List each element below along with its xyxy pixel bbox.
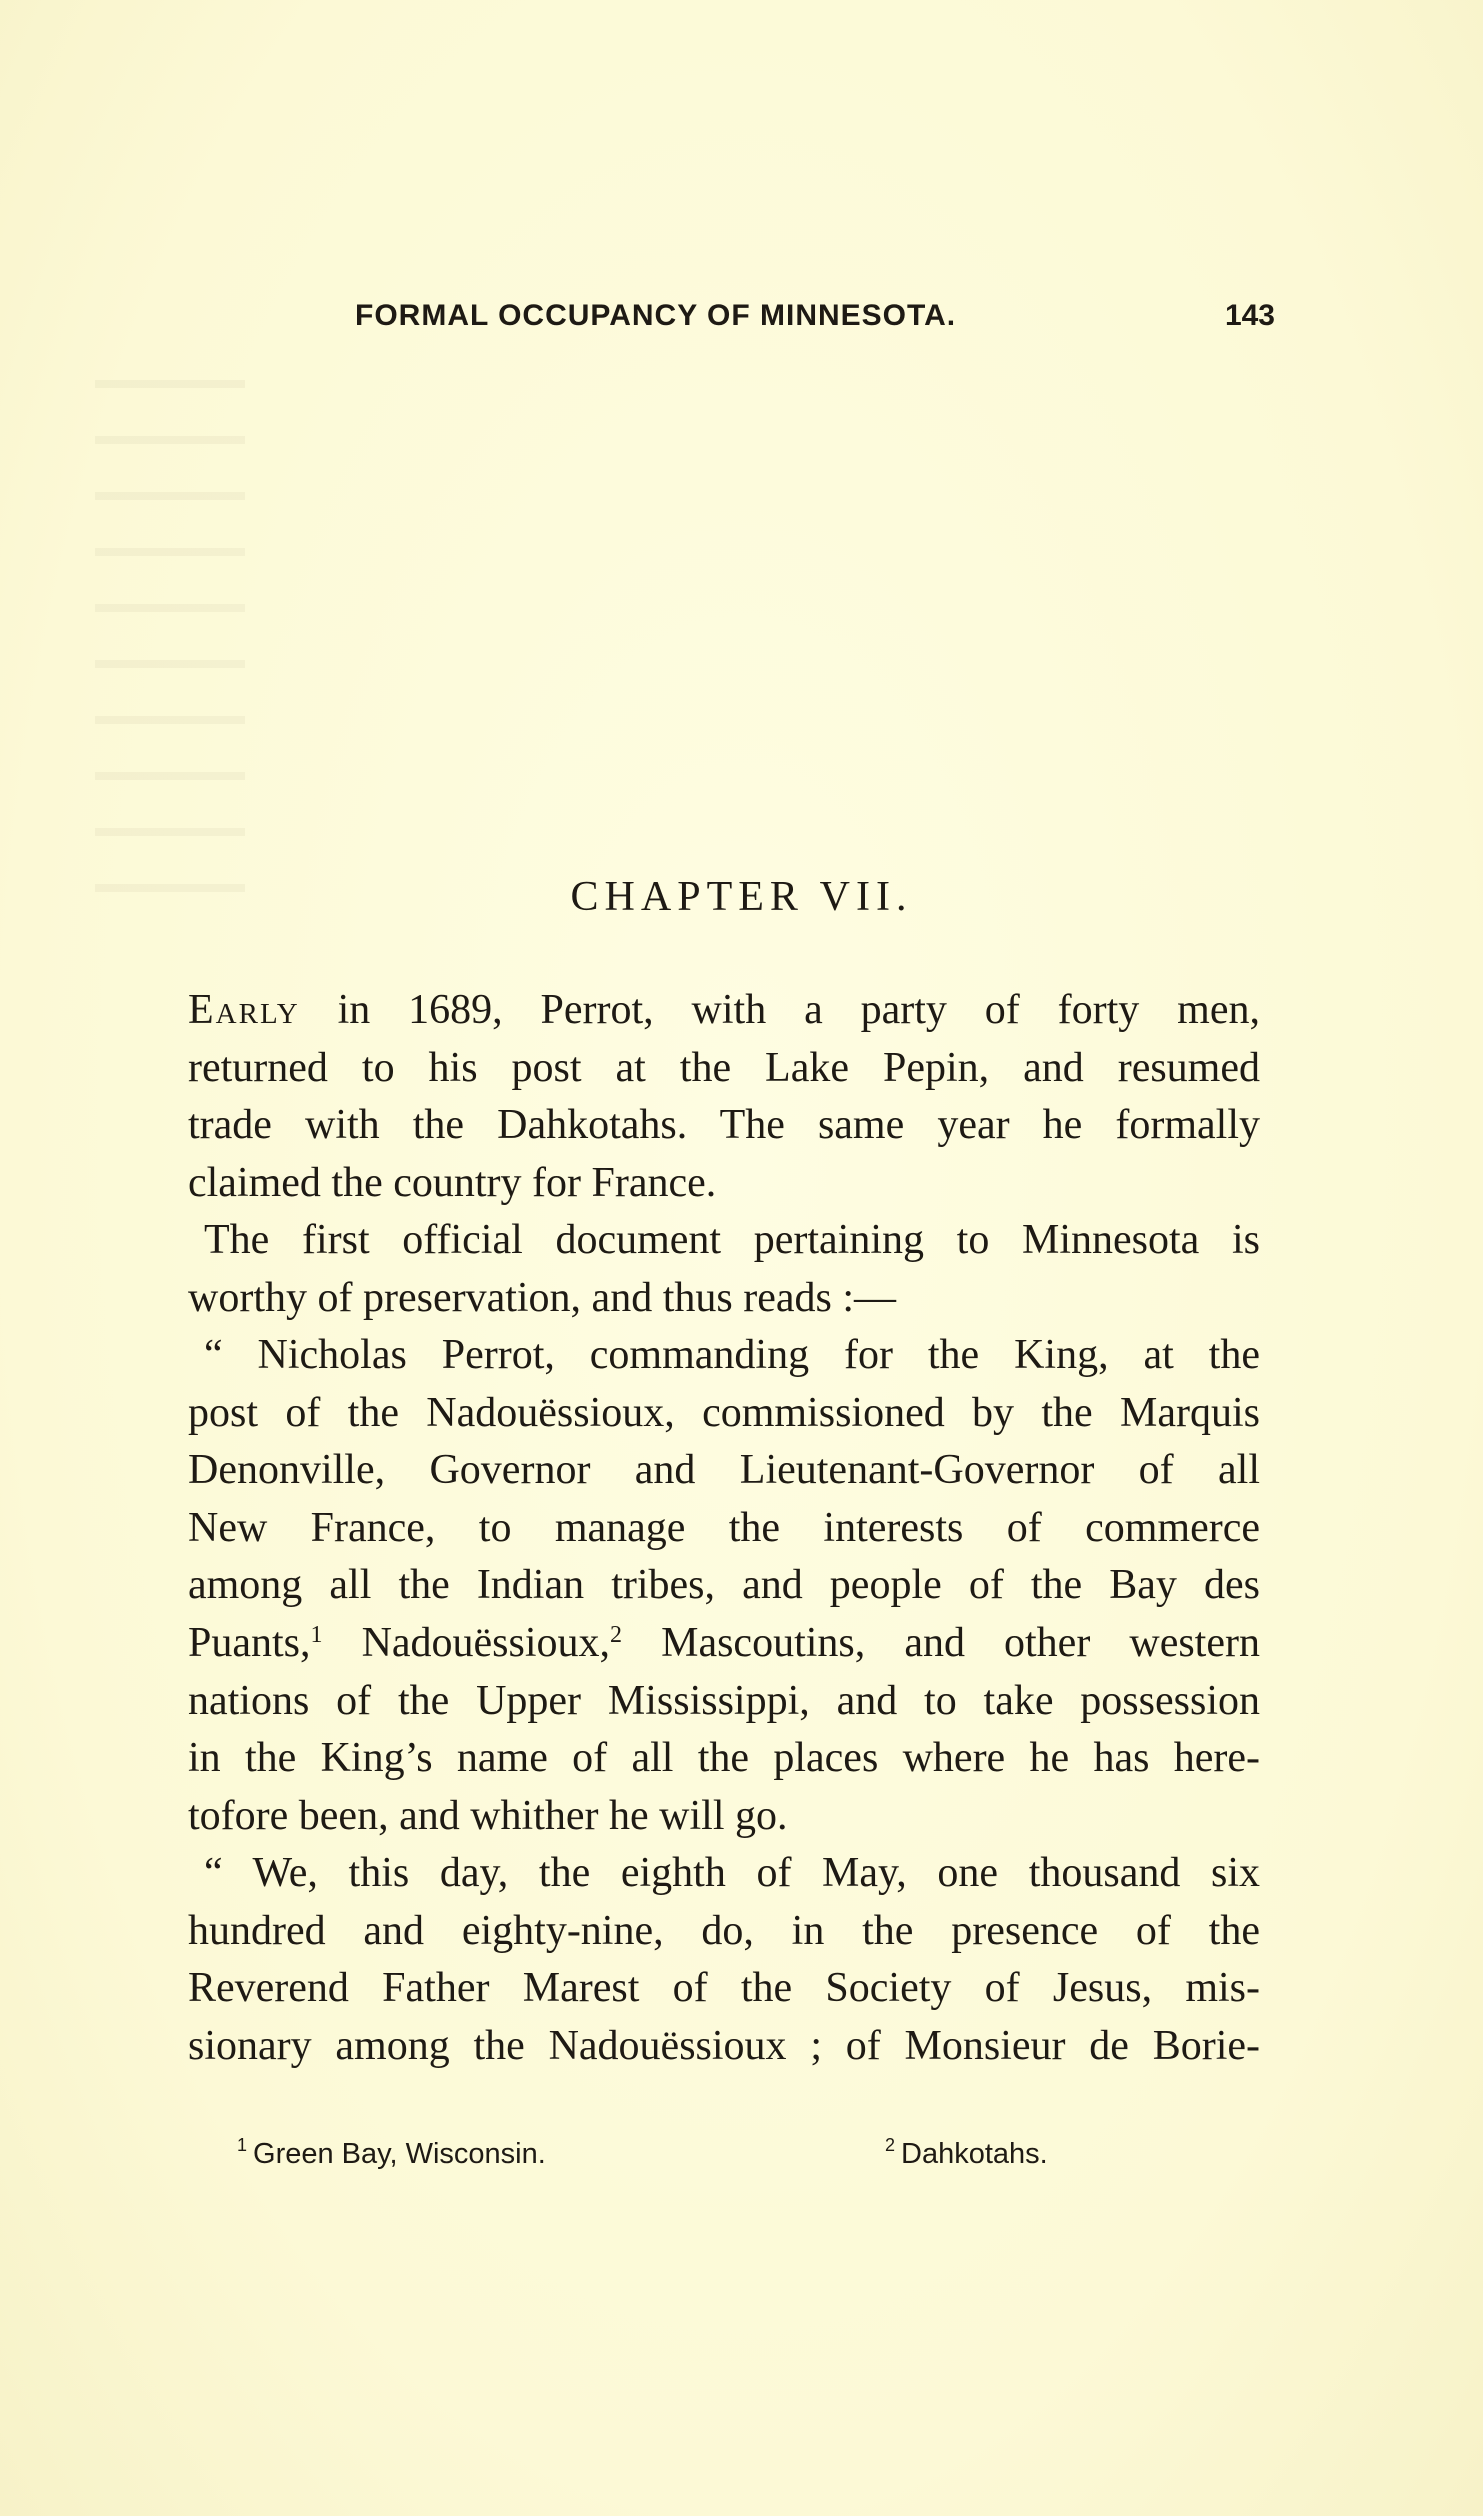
footnote-ref-1: 1 bbox=[310, 1622, 323, 1649]
text-line: “ Nicholas Perrot, commanding for the King, at the bbox=[204, 1332, 1260, 1379]
text-line: worthy of preservation, and thus reads :— bbox=[188, 1274, 896, 1321]
text-line: “ We, this day, the eighth of May, one thousand six bbox=[204, 1850, 1260, 1897]
running-header bbox=[355, 299, 1275, 343]
text-line: sionary among the Nadouëssioux ; of Monsieur de Borie- bbox=[188, 2022, 1260, 2069]
text-line: Denonville, Governor and Lieutenant-Governor of all bbox=[188, 1447, 1260, 1494]
text-line bbox=[188, 1615, 1260, 1673]
footnotes bbox=[0, 2135, 1483, 2178]
text-line: in the King’s name of all the places where he has here- bbox=[188, 1735, 1260, 1782]
text-line bbox=[188, 982, 1260, 1040]
bleed-through-shadow bbox=[95, 380, 245, 940]
page-number: 143 bbox=[1224, 299, 1275, 332]
text-line: among all the Indian tribes, and people of the Bay des bbox=[188, 1562, 1260, 1609]
footnote-marker: 2 bbox=[885, 2135, 896, 2155]
footnote-text: Dahkotahs. bbox=[901, 2138, 1048, 2170]
line-text: Mascoutins, and other western bbox=[622, 1620, 1260, 1667]
text-line: hundred and eighty-nine, do, in the presence of the bbox=[188, 1907, 1260, 1954]
text-line: post of the Nadouëssioux, commissioned by the Marquis bbox=[188, 1389, 1260, 1436]
text-line: trade with the Dahkotahs. The same year he formally bbox=[188, 1102, 1260, 1149]
text-line: tofore been, and whither he will go. bbox=[188, 1792, 788, 1839]
text-line: New France, to manage the interests of commerce bbox=[188, 1504, 1260, 1551]
footnote-1 bbox=[237, 2135, 546, 2171]
text-line: returned to his post at the Lake Pepin, and resumed bbox=[188, 1044, 1260, 1091]
text-line: nations of the Upper Mississippi, and to take possession bbox=[188, 1677, 1260, 1724]
body-text bbox=[188, 982, 1260, 2075]
drop-word: Early bbox=[188, 987, 300, 1033]
text-line: Reverend Father Marest of the Society of Jesus, mis- bbox=[188, 1965, 1260, 2012]
text-line: The first official document pertaining to Minnesota is bbox=[204, 1217, 1260, 1264]
running-title: FORMAL OCCUPANCY OF MINNESOTA. bbox=[355, 299, 957, 332]
text-line: claimed the country for France. bbox=[188, 1159, 717, 1206]
footnote-2 bbox=[885, 2135, 1048, 2171]
line-text: in 1689, Perrot, with a party of forty men, bbox=[299, 987, 1260, 1033]
chapter-title: CHAPTER VII. bbox=[570, 874, 913, 920]
footnote-text: Green Bay, Wisconsin. bbox=[253, 2138, 546, 2170]
line-text: Puants, bbox=[188, 1620, 311, 1667]
footnote-marker: 1 bbox=[237, 2135, 248, 2155]
line-text: Nadouëssioux, bbox=[322, 1620, 611, 1667]
footnote-ref-2: 2 bbox=[610, 1622, 623, 1649]
